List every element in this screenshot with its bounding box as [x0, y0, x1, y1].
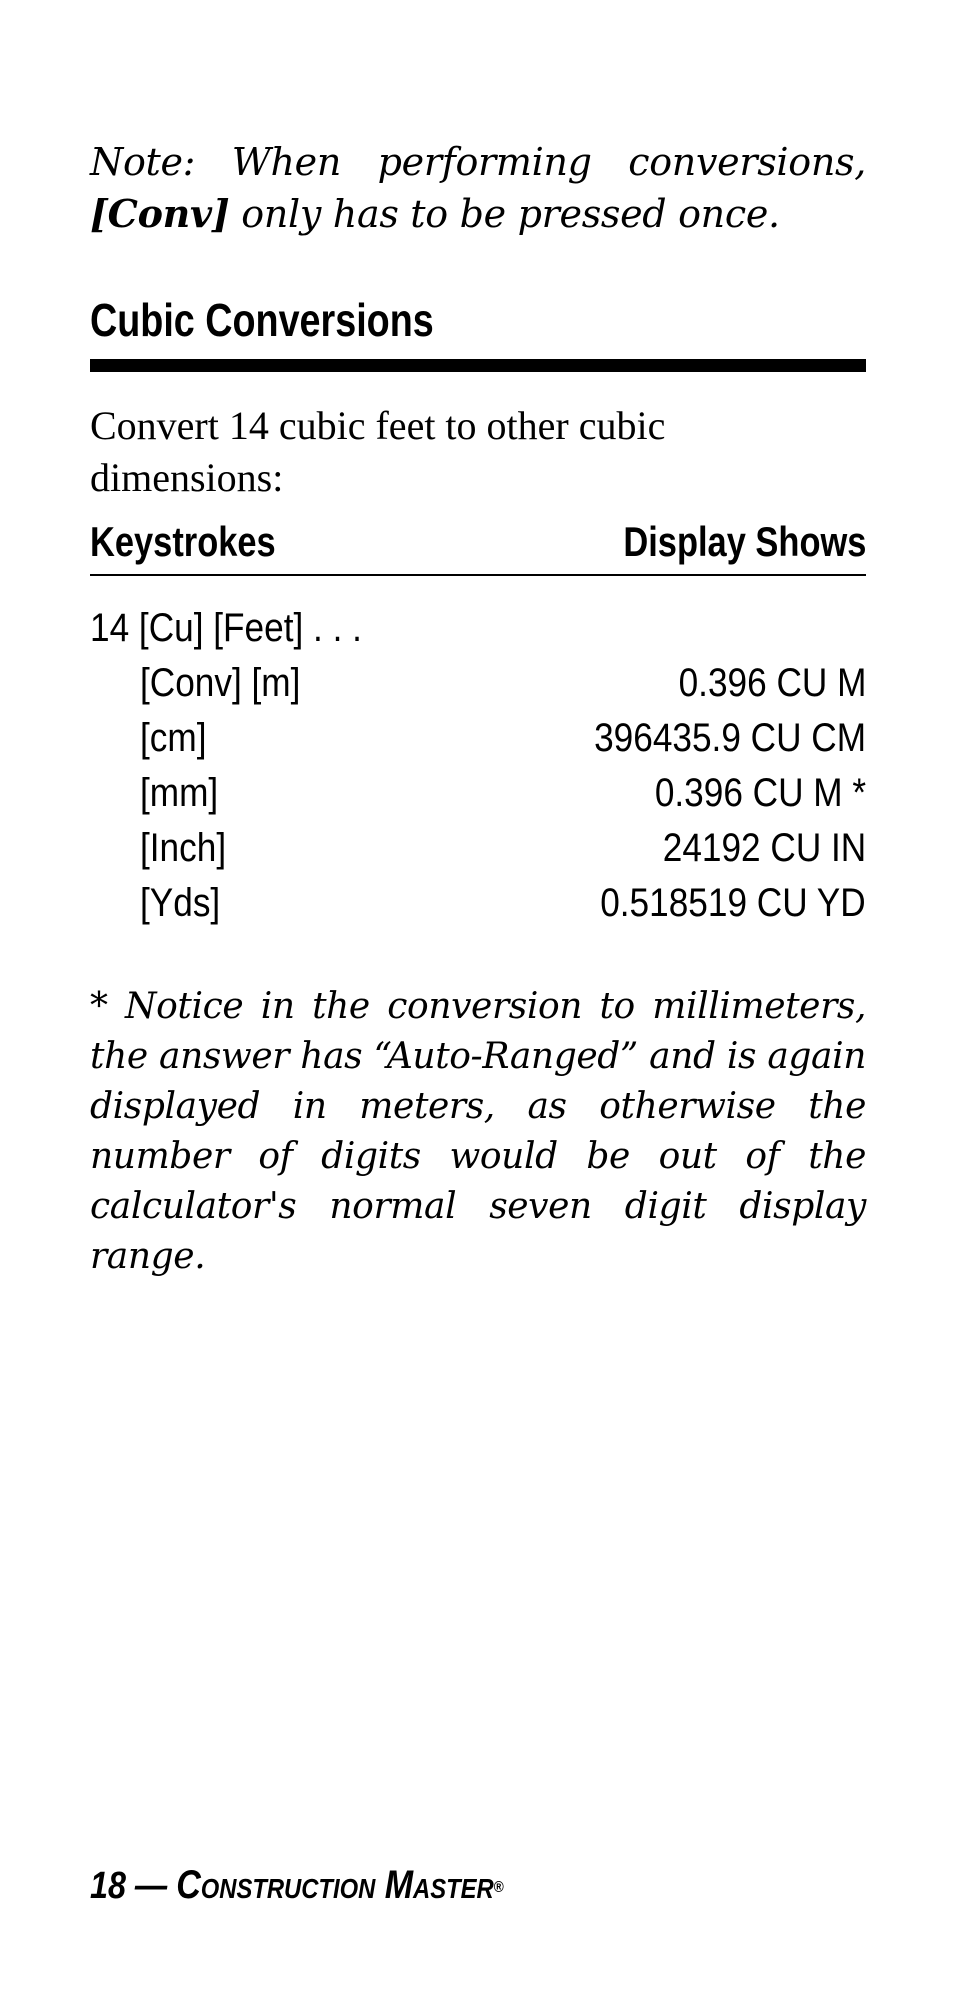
conversion-note: [90, 136, 866, 240]
table-row: [90, 875, 866, 931]
keystroke-cell: [Inch]: [140, 826, 227, 870]
table-row: [90, 710, 866, 766]
keystrokes-header: Keystrokes: [90, 518, 276, 565]
brand-name: Construction Master: [176, 1863, 494, 1907]
display-cell: 0.518519 CU YD: [600, 881, 866, 925]
keystroke-cell: [Yds]: [140, 881, 221, 925]
keystroke-cell: [cm]: [140, 716, 207, 760]
note-suffix: only has to be pressed once.: [229, 192, 780, 236]
page-number: 18: [90, 1865, 126, 1907]
table-row: [90, 600, 866, 656]
section-divider: [90, 359, 866, 372]
table-header-divider: [90, 574, 866, 576]
section-intro: Convert 14 cubic feet to other cubic dimensions:: [90, 403, 666, 500]
section-title: Cubic Conversions: [90, 294, 434, 346]
display-cell: 0.396 CU M: [678, 661, 866, 705]
table-row: [90, 655, 866, 711]
keystroke-cell: [mm]: [140, 771, 219, 815]
table-row: [90, 765, 866, 821]
footer-separator: —: [125, 1865, 177, 1907]
display-cell: 0.396 CU M *: [654, 771, 866, 815]
table-row: [90, 820, 866, 876]
auto-range-footnote: * Notice in the conversion to millimeters, the answer has “Auto-Ranged” and is again displayed in meters, as otherwise the number of digits would be out of the calculator's normal seven digit display range.: [90, 986, 866, 1277]
display-shows-header: Display Shows: [622, 518, 866, 565]
keystroke-cell: 14 [Cu] [Feet] . . .: [90, 606, 362, 650]
note-conv-key: [Conv]: [90, 191, 230, 236]
display-cell: 24192 CU IN: [662, 826, 866, 870]
note-prefix: Note: When performing conversions,: [90, 140, 866, 184]
registered-mark: ®: [493, 1879, 504, 1896]
page-footer: [90, 1860, 504, 1913]
keystroke-cell: [Conv] [m]: [140, 661, 301, 705]
display-cell: 396435.9 CU CM: [594, 716, 866, 760]
